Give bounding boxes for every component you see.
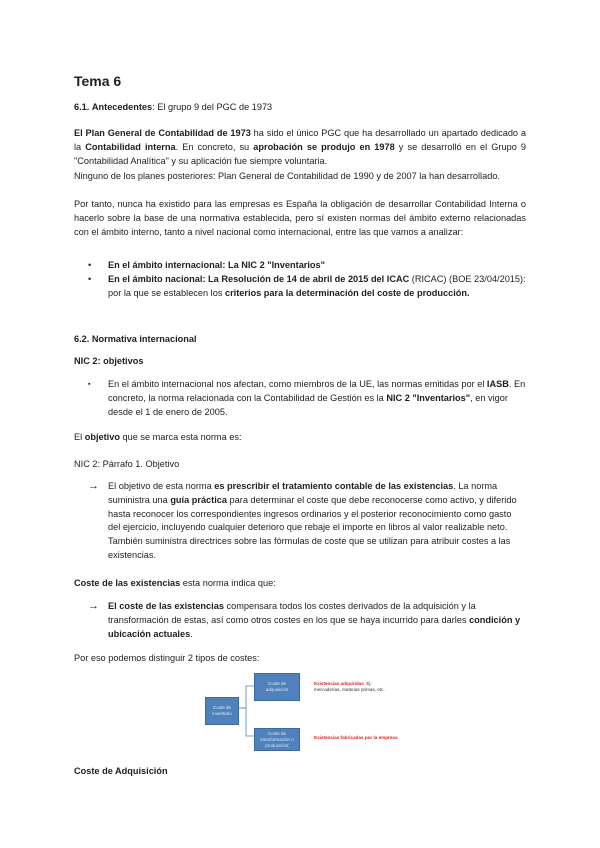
text: . En concreto, la norma relacionada con la Contabilidad de Gestión es la	[108, 379, 526, 403]
bullet-icon: •	[88, 274, 92, 284]
text: (RICAC) (BOE 23/04/2015): por la que se establecen los	[108, 274, 526, 298]
adquiridas-label: Existencias adquiridas Ej:	[314, 681, 372, 686]
nic2-parrafo-heading: NIC 2: Párrafo 1. Objetivo	[74, 459, 180, 469]
bold-text: Contabilidad interna	[85, 141, 176, 152]
coste-adquisicion-heading: Coste de Adquisición	[74, 766, 168, 776]
paragraph-por-tanto: Por tanto, nunca ha existido para las empresas es España la obligación de desarrollar Contabilidad Interna o hacerlo sobre la base de una normativa establecida, pero sí existen normas del ámbito externo relacionadas con el ámbito interno, tanto a nivel nacional como internacional, entre las que vamos a analizar:	[74, 199, 526, 237]
text: . En concreto, su	[175, 141, 254, 152]
page-title: Tema 6	[74, 73, 122, 89]
square-bullet-icon: ▪	[88, 381, 91, 388]
list-item	[88, 378, 526, 419]
bullet-icon: •	[88, 260, 92, 270]
connector-bottom	[238, 708, 254, 736]
bold-text: aprobación se produjo en 1978	[253, 141, 395, 152]
section-number: 6.1.	[74, 102, 90, 112]
adquiridas-example: mercaderías, materias primas, etc.	[314, 687, 385, 692]
section-label: Antecedentes	[91, 102, 153, 112]
section-6-1-heading	[74, 101, 526, 115]
text: y se desarrolló en el Grupo 9 "Contabilidad Analítica" y su aplicación fue siempre voluntaria.	[74, 141, 526, 166]
coste-produccion-box: Coste de transformación o producción(	[254, 728, 300, 751]
list-item	[88, 273, 526, 301]
coste-adquisicion-box: Coste de adquisición	[254, 673, 300, 701]
bold-text: El Plan General de Contabilidad de 1973	[74, 128, 251, 138]
arrow-right-icon: →	[88, 600, 99, 612]
bold-text: IASB	[486, 379, 509, 389]
por-eso-line: Por eso podemos distinguir 2 tipos de costes:	[74, 653, 260, 663]
bold-text: NIC 2 "Inventarios"	[386, 392, 471, 403]
fabricadas-label: Existencias fabricadas por la empresa	[314, 735, 398, 740]
bullet-text: En el ámbito internacional: La NIC 2 "Inventarios"	[108, 260, 326, 270]
text: , en vigor desde el 1 de enero de 2005.	[108, 392, 508, 417]
nic2-objetivos-heading: NIC 2: objetivos	[74, 356, 144, 366]
cost-definition: → El coste de las existencias compensara todos los costes derivados de la adquisición y la transformación de estas, así como otros costes en los que se haya incurrido para darles condición y ubicación actuales.	[88, 600, 521, 639]
connector-top	[238, 686, 254, 708]
paragraph-later-plans: Ninguno de los planes posteriores: Plan General de Contabilidad de 1990 y de 2007 la han desarrollado.	[74, 171, 500, 181]
coste-existencias-line: Coste de las existencias esta norma indica que:	[74, 578, 276, 588]
paragraph-pgc-1973	[74, 127, 526, 168]
list-item	[88, 259, 526, 273]
section-6-2-heading: 6.2. Normativa internacional	[74, 334, 197, 344]
text: En el ámbito internacional nos afectan, como miembros de la UE, las normas emitidas por el	[108, 379, 487, 389]
coste-inventario-box: Coste de inventario	[205, 697, 239, 725]
text: ha sido el único PGC que ha desarrollado un apartado dedicado a la	[74, 128, 526, 152]
section-rest: : El grupo 9 del PGC de 1973	[152, 102, 273, 112]
bold-text: En el ámbito nacional: La Resolución de 14 de abril de 2015 del ICAC	[108, 274, 410, 284]
bold-text: criterios para la determinación del coste de producción.	[224, 287, 470, 298]
objective-quote: → El objetivo de esta norma es prescribir el tratamiento contable de las existencias. La norma suministra una guía práctica para determinar el coste que debe reconocerse como activo, y diferido hasta reconocer los correspondientes ingresos ordinarios y el posterior reconocimiento como gasto del ejercicio, incluyendo cualquier deterioro que rebaje el importe en libros al valor realizable neto. También suministra directrices sobre las fórmulas de coste que se utilizan para atribuir costes a las existencias.	[88, 480, 517, 560]
arrow-right-icon: →	[88, 480, 99, 492]
objetivo-line: El objetivo que se marca esta norma es:	[74, 432, 242, 442]
